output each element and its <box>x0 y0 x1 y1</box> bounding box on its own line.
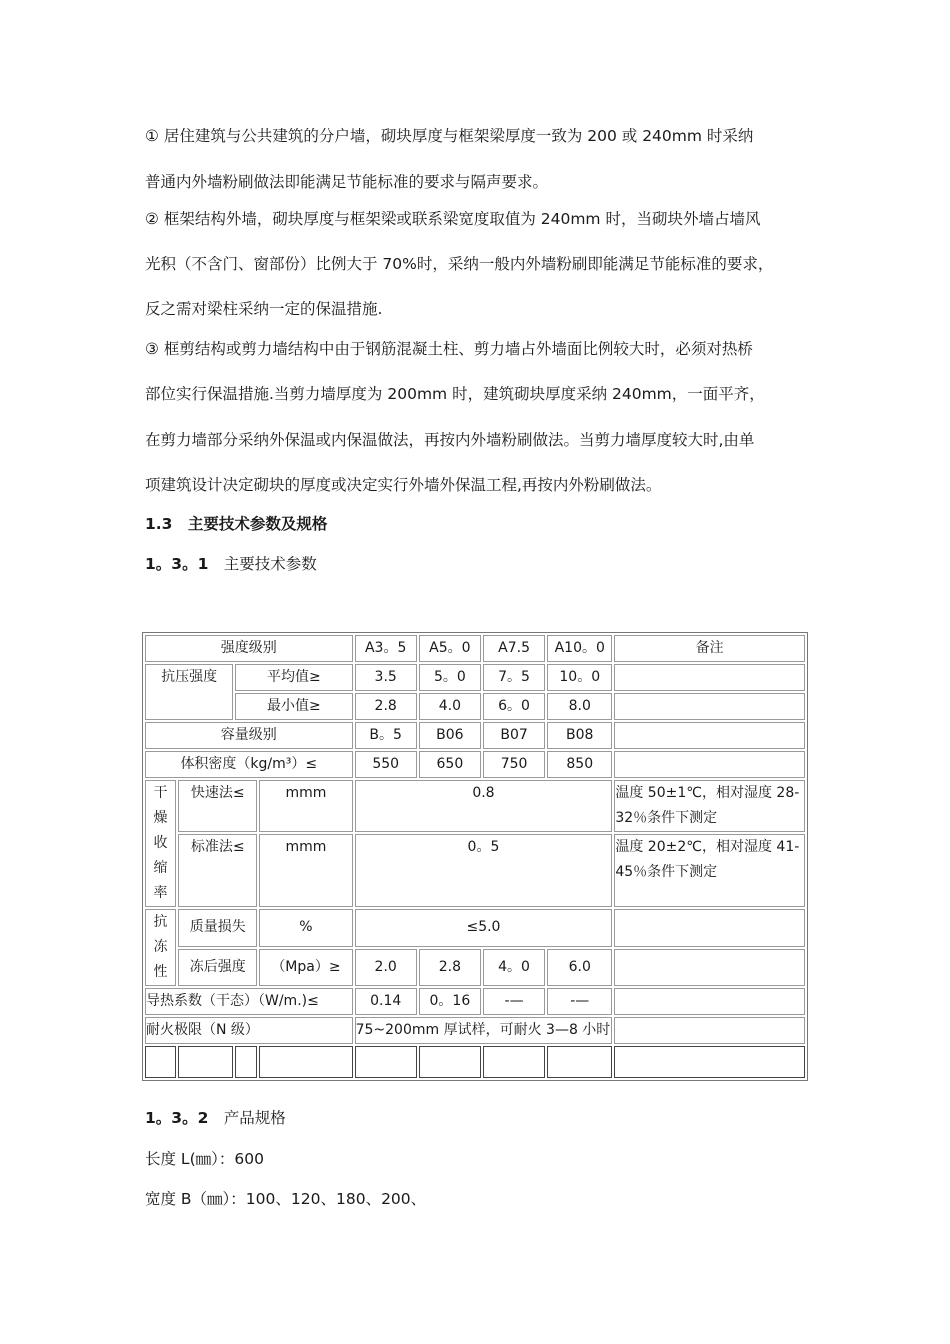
paragraph-2-line-3: 反之需对梁柱采纳一定的保温措施. <box>145 300 383 318</box>
paragraph-3-line-1: ③ 框剪结构或剪力墙结构中由于钢筋混凝土柱、剪力墙占外墙面比例较大时，必须对热桥 <box>145 340 753 358</box>
paragraph-1-line-1: ① 居住建筑与公共建筑的分户墙，砌块厚度与框架梁厚度一致为 200 或 240mm 时采纳 <box>145 127 754 145</box>
mass-loss-label: 质量损失 <box>178 909 257 947</box>
value-cell: 850 <box>547 751 612 778</box>
bulk-density-label: 体积密度（kg/m³）≤ <box>145 751 353 778</box>
note-header: 备注 <box>614 635 805 662</box>
note-cell <box>614 988 805 1015</box>
empty-cell <box>355 1046 417 1078</box>
note-cell <box>614 664 805 691</box>
minimum-label: 最小值≥ <box>235 693 352 720</box>
standard-method-note: 温度 20±2℃，相对湿度 41-45％条件下测定 <box>614 834 805 907</box>
empty-cell <box>483 1046 545 1078</box>
heading-1-3-2 <box>145 1107 286 1129</box>
standard-method-label: 标准法≤ <box>178 834 257 907</box>
note-cell <box>614 949 805 987</box>
heading-1-3-1-text: 主要技术参数 <box>223 555 317 573</box>
note-cell <box>614 909 805 947</box>
empty-cell <box>419 1046 481 1078</box>
table-row <box>145 664 805 691</box>
paragraph-1-line-2: 普通内外墙粉刷做法即能满足节能标准的要求与隔声要求。 <box>145 173 549 191</box>
value-cell: 3.5 <box>355 664 417 691</box>
table-row <box>145 834 805 907</box>
value-cell: 5。0 <box>419 664 481 691</box>
table-row <box>145 988 805 1015</box>
value-cell: B08 <box>547 722 612 749</box>
table-row <box>145 751 805 778</box>
table-row <box>145 693 805 720</box>
value-cell: 6。0 <box>483 693 545 720</box>
note-cell <box>614 693 805 720</box>
empty-cell <box>178 1046 233 1078</box>
value-cell: B。5 <box>355 722 417 749</box>
table-row <box>145 722 805 749</box>
value-cell: 6.0 <box>547 949 612 987</box>
fire-resistance-label: 耐火极限（N 级） <box>145 1017 353 1044</box>
value-cell: 2.8 <box>419 949 481 987</box>
value-cell: 650 <box>419 751 481 778</box>
grade-cell: A3。5 <box>355 635 417 662</box>
fast-method-unit: mmm <box>259 780 352 832</box>
value-cell: -— <box>547 988 612 1015</box>
value-cell: B07 <box>483 722 545 749</box>
empty-cell <box>614 1046 805 1078</box>
fire-resistance-value: 75~200mm 厚试样，可耐火 3—8 小时 <box>355 1017 613 1044</box>
table-row <box>145 909 805 947</box>
heading-1-3-2-number: 1。3。2 <box>145 1109 209 1127</box>
grade-cell: A10。0 <box>547 635 612 662</box>
paragraph-2-line-1: ② 框架结构外墙，砌块厚度与框架梁或联系梁宽度取值为 240mm 时，当砌块外墙占墙风 <box>145 210 761 228</box>
heading-1-3-2-text: 产品规格 <box>223 1109 286 1127</box>
table-row <box>145 949 805 987</box>
value-cell: 8.0 <box>547 693 612 720</box>
post-frost-strength-label: 冻后强度 <box>178 949 257 987</box>
table-row <box>145 1046 805 1078</box>
value-cell: 10。0 <box>547 664 612 691</box>
drying-shrinkage-label: 干燥收缩率 <box>145 780 176 907</box>
value-cell: 2.0 <box>355 949 417 987</box>
grade-cell: A7.5 <box>483 635 545 662</box>
empty-cell <box>145 1046 176 1078</box>
table-row <box>145 780 805 832</box>
empty-cell <box>235 1046 257 1078</box>
paragraph-3-line-2: 部位实行保温措施.当剪力墙厚度为 200mm 时，建筑砌块厚度采纳 240mm，一面平齐， <box>145 385 765 403</box>
spec-width: 宽度 B（㎜）：100、120、180、200、 <box>145 1190 427 1208</box>
paragraph-2-line-2: 光积（不含门、窗部份）比例大于 70%时，采纳一般内外墙粉刷即能满足节能标准的要求， <box>145 255 774 273</box>
table-row <box>145 1017 805 1044</box>
spec-length: 长度 L(㎜）：600 <box>145 1150 264 1168</box>
fast-method-label: 快速法≤ <box>178 780 257 832</box>
note-cell <box>614 722 805 749</box>
fast-method-value: 0.8 <box>355 780 613 832</box>
empty-cell <box>259 1046 352 1078</box>
heading-1-3-1 <box>145 553 317 575</box>
note-cell <box>614 751 805 778</box>
compressive-strength-label: 抗压强度 <box>145 664 233 720</box>
thermal-conductivity-label: 导热系数（干态）（W/m.)≤ <box>145 988 353 1015</box>
standard-method-unit: mmm <box>259 834 352 907</box>
value-cell: 4.0 <box>419 693 481 720</box>
table-row <box>145 635 805 662</box>
value-cell: 0.14 <box>355 988 417 1015</box>
value-cell: 0。16 <box>419 988 481 1015</box>
value-cell: 550 <box>355 751 417 778</box>
heading-1-3-1-number: 1。3。1 <box>145 555 209 573</box>
value-cell: 7。5 <box>483 664 545 691</box>
strength-grade-header: 强度级别 <box>145 635 353 662</box>
value-cell: 2.8 <box>355 693 417 720</box>
fast-method-note: 温度 50±1℃，相对湿度 28-32％条件下测定 <box>614 780 805 832</box>
mass-loss-unit: % <box>259 909 352 947</box>
frost-resistance-label: 抗冻性 <box>145 909 176 986</box>
value-cell: 4。0 <box>483 949 545 987</box>
heading-1-3 <box>145 513 327 535</box>
technical-parameters-table <box>142 632 808 1081</box>
average-label: 平均值≥ <box>235 664 352 691</box>
note-cell <box>614 1017 805 1044</box>
paragraph-3-line-3: 在剪力墙部分采纳外保温或内保温做法，再按内外墙粉刷做法。当剪力墙厚度较大时,由单 <box>145 431 755 449</box>
density-grade-label: 容量级别 <box>145 722 353 749</box>
empty-cell <box>547 1046 612 1078</box>
standard-method-value: 0。5 <box>355 834 613 907</box>
value-cell: B06 <box>419 722 481 749</box>
heading-1-3-number: 1.3 <box>145 515 173 533</box>
paragraph-3-line-4: 项建筑设计决定砌块的厚度或决定实行外墙外保温工程,再按内外粉刷做法。 <box>145 476 662 494</box>
heading-1-3-text: 主要技术参数及规格 <box>187 515 328 533</box>
post-frost-strength-unit: （Mpa）≥ <box>259 949 352 987</box>
value-cell: 750 <box>483 751 545 778</box>
mass-loss-value: ≤5.0 <box>355 909 613 947</box>
value-cell: -— <box>483 988 545 1015</box>
grade-cell: A5。0 <box>419 635 481 662</box>
